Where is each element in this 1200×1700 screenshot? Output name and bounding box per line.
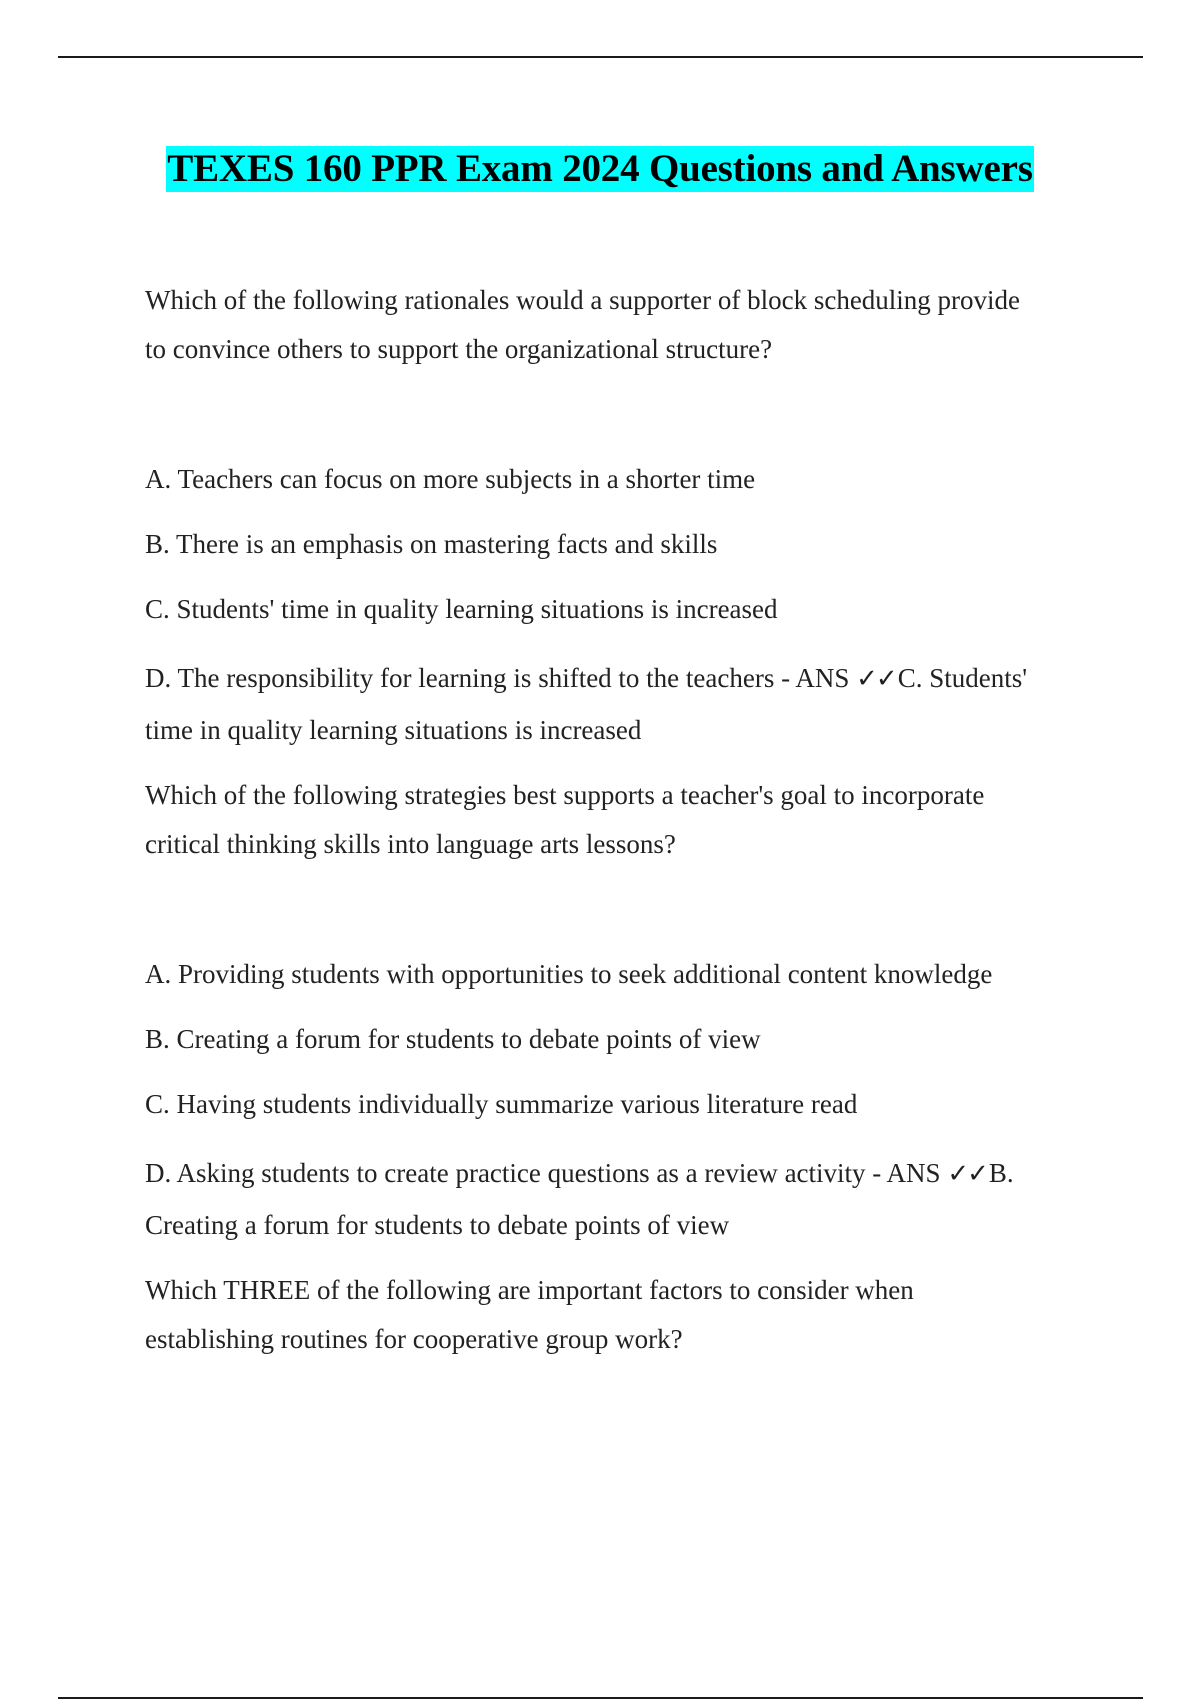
question-3-stem-line-2: establishing routines for cooperative group work? xyxy=(145,1324,683,1354)
top-rule xyxy=(58,56,1143,58)
question-1-stem-line-2: to convince others to support the organizational structure? xyxy=(145,334,773,364)
question-1-option-c: C. Students' time in quality learning situations is increased xyxy=(145,594,778,624)
question-2-stem-line-2: critical thinking skills into language arts lessons? xyxy=(145,829,676,859)
question-1-stem-line-1: Which of the following rationales would a supporter of block scheduling provide xyxy=(145,285,1021,315)
question-2-option-b: B. Creating a forum for students to debate points of view xyxy=(145,1024,761,1054)
question-2-answer-line-2: Creating a forum for students to debate points of view xyxy=(145,1210,730,1240)
question-3-stem-line-1: Which THREE of the following are important factors to consider when xyxy=(145,1275,914,1305)
double-check-icon: ✓✓ xyxy=(947,1159,987,1189)
question-2-option-c: C. Having students individually summarize various literature read xyxy=(145,1089,858,1119)
question-2-option-a: A. Providing students with opportunities to seek additional content knowledge xyxy=(145,959,993,989)
title-container xyxy=(0,146,1200,192)
question-1-option-d: D. The responsibility for learning is shifted to the teachers - ANS xyxy=(145,663,850,693)
question-1-option-a: A. Teachers can focus on more subjects in a shorter time xyxy=(145,464,756,494)
question-1-option-b: B. There is an emphasis on mastering facts and skills xyxy=(145,529,718,559)
question-2-stem-line-1: Which of the following strategies best supports a teacher's goal to incorporate xyxy=(145,780,985,810)
question-2-answer-start: B. xyxy=(988,1158,1014,1188)
document-title: TEXES 160 PPR Exam 2024 Questions and Answers xyxy=(167,147,1033,190)
question-1-option-d-with-answer xyxy=(145,661,1027,696)
question-2-option-d-with-answer xyxy=(145,1156,1014,1191)
question-2-option-d: D. Asking students to create practice questions as a review activity - ANS xyxy=(145,1158,941,1188)
question-1-answer-line-2: time in quality learning situations is increased xyxy=(145,715,642,745)
bottom-rule xyxy=(58,1697,1143,1699)
question-1-answer-start: C. Students' xyxy=(897,663,1028,693)
double-check-icon: ✓✓ xyxy=(856,664,896,694)
